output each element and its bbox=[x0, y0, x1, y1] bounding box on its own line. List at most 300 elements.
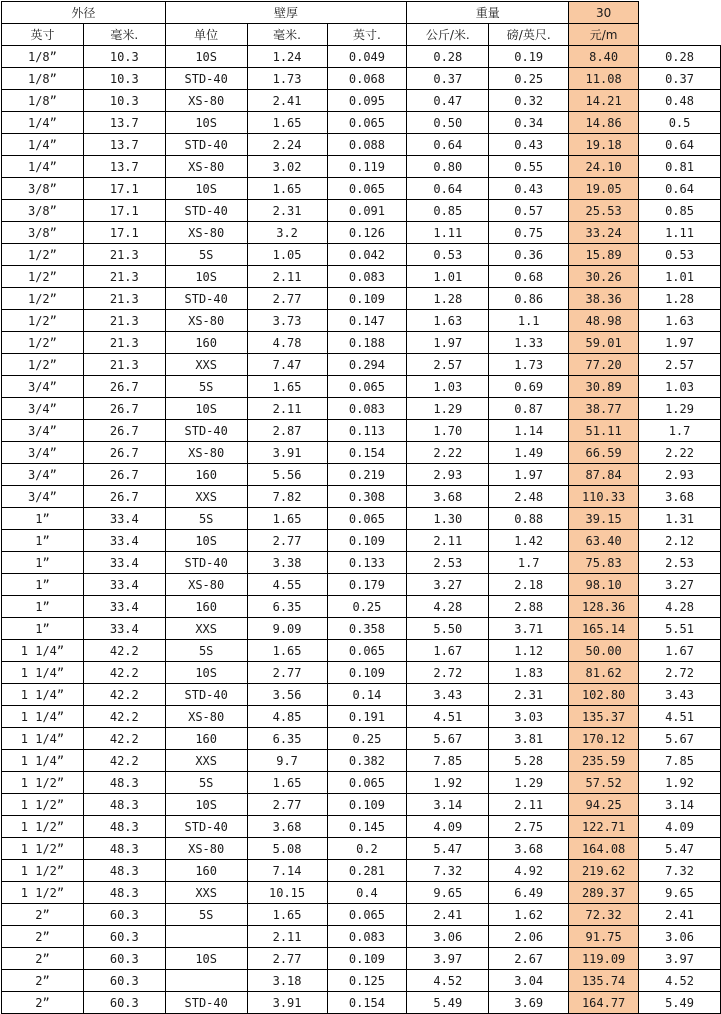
weight-kgm-cell[interactable]: 1.30 bbox=[407, 508, 489, 530]
weight-lbft-cell[interactable]: 0.87 bbox=[489, 398, 569, 420]
wall-mm-cell[interactable]: 7.47 bbox=[247, 354, 327, 376]
extra-value-cell[interactable]: 2.57 bbox=[639, 354, 721, 376]
schedule-cell[interactable]: XS-80 bbox=[165, 156, 247, 178]
weight-lbft-cell[interactable]: 0.88 bbox=[489, 508, 569, 530]
price-cell[interactable]: 59.01 bbox=[569, 332, 639, 354]
price-cell[interactable]: 77.20 bbox=[569, 354, 639, 376]
od-inch-cell[interactable]: 3/4” bbox=[2, 486, 84, 508]
wall-inch-cell[interactable]: 0.382 bbox=[327, 750, 407, 772]
wall-mm-cell[interactable]: 1.65 bbox=[247, 112, 327, 134]
wall-inch-cell[interactable]: 0.109 bbox=[327, 530, 407, 552]
schedule-cell[interactable]: XS-80 bbox=[165, 838, 247, 860]
weight-lbft-cell[interactable]: 2.67 bbox=[489, 948, 569, 970]
od-mm-cell[interactable]: 60.3 bbox=[83, 948, 165, 970]
wall-mm-cell[interactable]: 2.11 bbox=[247, 926, 327, 948]
wall-mm-cell[interactable]: 1.65 bbox=[247, 508, 327, 530]
od-mm-cell[interactable]: 33.4 bbox=[83, 618, 165, 640]
od-inch-cell[interactable]: 3/4” bbox=[2, 442, 84, 464]
wall-inch-cell[interactable]: 0.065 bbox=[327, 376, 407, 398]
extra-value-cell[interactable]: 3.27 bbox=[639, 574, 721, 596]
schedule-cell[interactable]: STD-40 bbox=[165, 992, 247, 1014]
weight-lbft-cell[interactable]: 0.43 bbox=[489, 178, 569, 200]
price-cell[interactable]: 135.74 bbox=[569, 970, 639, 992]
wall-inch-cell[interactable]: 0.119 bbox=[327, 156, 407, 178]
weight-lbft-cell[interactable]: 0.36 bbox=[489, 244, 569, 266]
extra-value-cell[interactable]: 3.43 bbox=[639, 684, 721, 706]
weight-kgm-cell[interactable]: 4.51 bbox=[407, 706, 489, 728]
weight-kgm-cell[interactable]: 0.28 bbox=[407, 46, 489, 68]
extra-value-cell[interactable]: 2.53 bbox=[639, 552, 721, 574]
weight-lbft-cell[interactable]: 5.28 bbox=[489, 750, 569, 772]
schedule-cell[interactable]: 10S bbox=[165, 266, 247, 288]
weight-lbft-cell[interactable]: 1.49 bbox=[489, 442, 569, 464]
wall-inch-cell[interactable]: 0.191 bbox=[327, 706, 407, 728]
schedule-cell[interactable]: XS-80 bbox=[165, 574, 247, 596]
weight-lbft-cell[interactable]: 0.32 bbox=[489, 90, 569, 112]
wall-inch-cell[interactable]: 0.125 bbox=[327, 970, 407, 992]
od-mm-cell[interactable]: 60.3 bbox=[83, 992, 165, 1014]
wall-mm-cell[interactable]: 1.73 bbox=[247, 68, 327, 90]
wall-inch-cell[interactable]: 0.065 bbox=[327, 904, 407, 926]
wall-inch-cell[interactable]: 0.25 bbox=[327, 728, 407, 750]
wall-inch-cell[interactable]: 0.25 bbox=[327, 596, 407, 618]
col-weight-lbft[interactable]: 磅/英尺. bbox=[489, 24, 569, 46]
weight-lbft-cell[interactable]: 0.43 bbox=[489, 134, 569, 156]
price-cell[interactable]: 119.09 bbox=[569, 948, 639, 970]
od-mm-cell[interactable]: 13.7 bbox=[83, 156, 165, 178]
price-cell[interactable]: 81.62 bbox=[569, 662, 639, 684]
weight-kgm-cell[interactable]: 0.85 bbox=[407, 200, 489, 222]
weight-lbft-cell[interactable]: 1.62 bbox=[489, 904, 569, 926]
od-mm-cell[interactable]: 60.3 bbox=[83, 926, 165, 948]
schedule-cell[interactable]: 5S bbox=[165, 640, 247, 662]
od-inch-cell[interactable]: 2” bbox=[2, 904, 84, 926]
wall-inch-cell[interactable]: 0.145 bbox=[327, 816, 407, 838]
extra-value-cell[interactable]: 0.48 bbox=[639, 90, 721, 112]
od-inch-cell[interactable]: 1/2” bbox=[2, 244, 84, 266]
col-wall-inch[interactable]: 英寸. bbox=[327, 24, 407, 46]
wall-mm-cell[interactable]: 3.02 bbox=[247, 156, 327, 178]
weight-lbft-cell[interactable]: 1.83 bbox=[489, 662, 569, 684]
extra-value-cell[interactable]: 2.12 bbox=[639, 530, 721, 552]
weight-kgm-cell[interactable]: 0.53 bbox=[407, 244, 489, 266]
od-mm-cell[interactable]: 42.2 bbox=[83, 662, 165, 684]
weight-kgm-cell[interactable]: 3.27 bbox=[407, 574, 489, 596]
wall-inch-cell[interactable]: 0.065 bbox=[327, 508, 407, 530]
wall-mm-cell[interactable]: 1.65 bbox=[247, 904, 327, 926]
wall-mm-cell[interactable]: 3.91 bbox=[247, 442, 327, 464]
schedule-cell[interactable]: 5S bbox=[165, 904, 247, 926]
schedule-cell[interactable]: 160 bbox=[165, 728, 247, 750]
wall-mm-cell[interactable]: 4.85 bbox=[247, 706, 327, 728]
weight-kgm-cell[interactable]: 0.64 bbox=[407, 134, 489, 156]
od-inch-cell[interactable]: 2” bbox=[2, 948, 84, 970]
extra-value-cell[interactable]: 5.49 bbox=[639, 992, 721, 1014]
col-weight-kgm[interactable]: 公斤/米. bbox=[407, 24, 489, 46]
od-mm-cell[interactable]: 42.2 bbox=[83, 684, 165, 706]
wall-inch-cell[interactable]: 0.113 bbox=[327, 420, 407, 442]
weight-lbft-cell[interactable]: 0.19 bbox=[489, 46, 569, 68]
od-mm-cell[interactable]: 26.7 bbox=[83, 486, 165, 508]
wall-mm-cell[interactable]: 1.24 bbox=[247, 46, 327, 68]
od-mm-cell[interactable]: 21.3 bbox=[83, 288, 165, 310]
weight-lbft-cell[interactable]: 3.69 bbox=[489, 992, 569, 1014]
wall-inch-cell[interactable]: 0.126 bbox=[327, 222, 407, 244]
wall-inch-cell[interactable]: 0.083 bbox=[327, 398, 407, 420]
schedule-cell[interactable]: XS-80 bbox=[165, 90, 247, 112]
weight-kgm-cell[interactable]: 1.97 bbox=[407, 332, 489, 354]
extra-value-cell[interactable]: 1.03 bbox=[639, 376, 721, 398]
od-inch-cell[interactable]: 3/4” bbox=[2, 376, 84, 398]
price-cell[interactable]: 30.89 bbox=[569, 376, 639, 398]
weight-lbft-cell[interactable]: 0.34 bbox=[489, 112, 569, 134]
od-mm-cell[interactable]: 60.3 bbox=[83, 970, 165, 992]
weight-lbft-cell[interactable]: 1.12 bbox=[489, 640, 569, 662]
extra-value-cell[interactable]: 1.67 bbox=[639, 640, 721, 662]
extra-value-cell[interactable]: 7.32 bbox=[639, 860, 721, 882]
price-cell[interactable]: 165.14 bbox=[569, 618, 639, 640]
od-mm-cell[interactable]: 42.2 bbox=[83, 706, 165, 728]
weight-kgm-cell[interactable]: 7.32 bbox=[407, 860, 489, 882]
weight-lbft-cell[interactable]: 0.86 bbox=[489, 288, 569, 310]
schedule-cell[interactable]: XXS bbox=[165, 486, 247, 508]
schedule-cell[interactable]: 10S bbox=[165, 398, 247, 420]
weight-lbft-cell[interactable]: 2.88 bbox=[489, 596, 569, 618]
wall-inch-cell[interactable]: 0.049 bbox=[327, 46, 407, 68]
wall-mm-cell[interactable]: 10.15 bbox=[247, 882, 327, 904]
schedule-cell[interactable]: STD-40 bbox=[165, 134, 247, 156]
wall-inch-cell[interactable]: 0.188 bbox=[327, 332, 407, 354]
schedule-cell[interactable]: 5S bbox=[165, 772, 247, 794]
od-inch-cell[interactable]: 2” bbox=[2, 970, 84, 992]
price-cell[interactable]: 170.12 bbox=[569, 728, 639, 750]
schedule-cell[interactable]: XS-80 bbox=[165, 442, 247, 464]
price-cell[interactable]: 135.37 bbox=[569, 706, 639, 728]
od-mm-cell[interactable]: 48.3 bbox=[83, 816, 165, 838]
wall-inch-cell[interactable]: 0.179 bbox=[327, 574, 407, 596]
od-mm-cell[interactable]: 60.3 bbox=[83, 904, 165, 926]
weight-kgm-cell[interactable]: 5.49 bbox=[407, 992, 489, 1014]
schedule-cell[interactable] bbox=[165, 970, 247, 992]
extra-value-cell[interactable]: 0.5 bbox=[639, 112, 721, 134]
weight-lbft-cell[interactable]: 2.31 bbox=[489, 684, 569, 706]
wall-mm-cell[interactable]: 2.31 bbox=[247, 200, 327, 222]
schedule-cell[interactable]: STD-40 bbox=[165, 420, 247, 442]
wall-inch-cell[interactable]: 0.4 bbox=[327, 882, 407, 904]
od-inch-cell[interactable]: 3/4” bbox=[2, 398, 84, 420]
wall-inch-cell[interactable]: 0.2 bbox=[327, 838, 407, 860]
od-inch-cell[interactable]: 1” bbox=[2, 574, 84, 596]
od-inch-cell[interactable]: 1 1/4” bbox=[2, 706, 84, 728]
weight-kgm-cell[interactable]: 1.11 bbox=[407, 222, 489, 244]
weight-kgm-cell[interactable]: 3.68 bbox=[407, 486, 489, 508]
od-inch-cell[interactable]: 1/4” bbox=[2, 134, 84, 156]
extra-value-cell[interactable]: 7.85 bbox=[639, 750, 721, 772]
weight-lbft-cell[interactable]: 1.14 bbox=[489, 420, 569, 442]
od-mm-cell[interactable]: 48.3 bbox=[83, 860, 165, 882]
wall-mm-cell[interactable]: 2.77 bbox=[247, 662, 327, 684]
wall-mm-cell[interactable]: 6.35 bbox=[247, 728, 327, 750]
od-inch-cell[interactable]: 1 1/4” bbox=[2, 750, 84, 772]
od-mm-cell[interactable]: 26.7 bbox=[83, 464, 165, 486]
weight-lbft-cell[interactable]: 0.69 bbox=[489, 376, 569, 398]
wall-mm-cell[interactable]: 2.77 bbox=[247, 530, 327, 552]
price-cell[interactable]: 50.00 bbox=[569, 640, 639, 662]
extra-value-cell[interactable]: 0.64 bbox=[639, 134, 721, 156]
extra-value-cell[interactable]: 9.65 bbox=[639, 882, 721, 904]
extra-value-cell[interactable]: 4.51 bbox=[639, 706, 721, 728]
wall-mm-cell[interactable]: 2.77 bbox=[247, 948, 327, 970]
od-inch-cell[interactable]: 1/4” bbox=[2, 112, 84, 134]
od-mm-cell[interactable]: 33.4 bbox=[83, 552, 165, 574]
weight-kgm-cell[interactable]: 2.22 bbox=[407, 442, 489, 464]
price-cell[interactable]: 57.52 bbox=[569, 772, 639, 794]
wall-mm-cell[interactable]: 2.11 bbox=[247, 398, 327, 420]
wall-mm-cell[interactable]: 1.65 bbox=[247, 178, 327, 200]
extra-value-cell[interactable]: 0.81 bbox=[639, 156, 721, 178]
extra-value-cell[interactable]: 1.31 bbox=[639, 508, 721, 530]
weight-kgm-cell[interactable]: 1.70 bbox=[407, 420, 489, 442]
extra-value-cell[interactable]: 0.37 bbox=[639, 68, 721, 90]
od-inch-cell[interactable]: 3/8” bbox=[2, 178, 84, 200]
weight-kgm-cell[interactable]: 7.85 bbox=[407, 750, 489, 772]
weight-lbft-cell[interactable]: 1.42 bbox=[489, 530, 569, 552]
wall-mm-cell[interactable]: 2.87 bbox=[247, 420, 327, 442]
price-cell[interactable]: 122.71 bbox=[569, 816, 639, 838]
od-inch-cell[interactable]: 3/8” bbox=[2, 222, 84, 244]
header-price-factor[interactable]: 30 bbox=[569, 2, 639, 24]
extra-value-cell[interactable]: 1.7 bbox=[639, 420, 721, 442]
extra-value-cell[interactable]: 4.28 bbox=[639, 596, 721, 618]
price-cell[interactable]: 15.89 bbox=[569, 244, 639, 266]
od-mm-cell[interactable]: 48.3 bbox=[83, 794, 165, 816]
wall-mm-cell[interactable]: 3.73 bbox=[247, 310, 327, 332]
od-inch-cell[interactable]: 1/8” bbox=[2, 68, 84, 90]
od-inch-cell[interactable]: 1 1/2” bbox=[2, 794, 84, 816]
header-wall-thickness[interactable]: 壁厚 bbox=[165, 2, 407, 24]
weight-kgm-cell[interactable]: 3.43 bbox=[407, 684, 489, 706]
weight-lbft-cell[interactable]: 4.92 bbox=[489, 860, 569, 882]
od-mm-cell[interactable]: 21.3 bbox=[83, 310, 165, 332]
weight-lbft-cell[interactable]: 3.71 bbox=[489, 618, 569, 640]
price-cell[interactable]: 94.25 bbox=[569, 794, 639, 816]
weight-kgm-cell[interactable]: 0.80 bbox=[407, 156, 489, 178]
wall-inch-cell[interactable]: 0.109 bbox=[327, 794, 407, 816]
schedule-cell[interactable]: STD-40 bbox=[165, 200, 247, 222]
extra-value-cell[interactable]: 4.09 bbox=[639, 816, 721, 838]
wall-mm-cell[interactable]: 1.65 bbox=[247, 640, 327, 662]
price-cell[interactable]: 33.24 bbox=[569, 222, 639, 244]
od-mm-cell[interactable]: 13.7 bbox=[83, 134, 165, 156]
wall-mm-cell[interactable]: 4.55 bbox=[247, 574, 327, 596]
schedule-cell[interactable]: XXS bbox=[165, 750, 247, 772]
wall-inch-cell[interactable]: 0.219 bbox=[327, 464, 407, 486]
price-cell[interactable]: 235.59 bbox=[569, 750, 639, 772]
extra-value-cell[interactable]: 0.85 bbox=[639, 200, 721, 222]
weight-kgm-cell[interactable]: 3.14 bbox=[407, 794, 489, 816]
weight-kgm-cell[interactable]: 2.72 bbox=[407, 662, 489, 684]
extra-value-cell[interactable]: 5.67 bbox=[639, 728, 721, 750]
weight-lbft-cell[interactable]: 3.81 bbox=[489, 728, 569, 750]
od-inch-cell[interactable]: 1/2” bbox=[2, 354, 84, 376]
col-schedule[interactable]: 单位 bbox=[165, 24, 247, 46]
weight-lbft-cell[interactable]: 2.75 bbox=[489, 816, 569, 838]
weight-lbft-cell[interactable]: 2.48 bbox=[489, 486, 569, 508]
schedule-cell[interactable]: XS-80 bbox=[165, 310, 247, 332]
wall-inch-cell[interactable]: 0.068 bbox=[327, 68, 407, 90]
col-price-per-m[interactable]: 元/m bbox=[569, 24, 639, 46]
price-cell[interactable]: 128.36 bbox=[569, 596, 639, 618]
weight-lbft-cell[interactable]: 1.97 bbox=[489, 464, 569, 486]
wall-mm-cell[interactable]: 5.56 bbox=[247, 464, 327, 486]
wall-mm-cell[interactable]: 3.2 bbox=[247, 222, 327, 244]
od-inch-cell[interactable]: 1/2” bbox=[2, 288, 84, 310]
price-cell[interactable]: 219.62 bbox=[569, 860, 639, 882]
weight-kgm-cell[interactable]: 1.03 bbox=[407, 376, 489, 398]
weight-kgm-cell[interactable]: 2.57 bbox=[407, 354, 489, 376]
od-inch-cell[interactable]: 1 1/2” bbox=[2, 838, 84, 860]
od-mm-cell[interactable]: 42.2 bbox=[83, 750, 165, 772]
weight-kgm-cell[interactable]: 4.09 bbox=[407, 816, 489, 838]
weight-kgm-cell[interactable]: 0.64 bbox=[407, 178, 489, 200]
weight-kgm-cell[interactable]: 5.47 bbox=[407, 838, 489, 860]
od-mm-cell[interactable]: 10.3 bbox=[83, 90, 165, 112]
wall-mm-cell[interactable]: 7.82 bbox=[247, 486, 327, 508]
od-inch-cell[interactable]: 3/8” bbox=[2, 200, 84, 222]
od-inch-cell[interactable]: 3/4” bbox=[2, 420, 84, 442]
weight-kgm-cell[interactable]: 2.11 bbox=[407, 530, 489, 552]
od-mm-cell[interactable]: 26.7 bbox=[83, 420, 165, 442]
price-cell[interactable]: 8.40 bbox=[569, 46, 639, 68]
price-cell[interactable]: 25.53 bbox=[569, 200, 639, 222]
wall-inch-cell[interactable]: 0.133 bbox=[327, 552, 407, 574]
extra-value-cell[interactable]: 1.92 bbox=[639, 772, 721, 794]
extra-value-cell[interactable]: 3.97 bbox=[639, 948, 721, 970]
weight-lbft-cell[interactable]: 0.68 bbox=[489, 266, 569, 288]
od-inch-cell[interactable]: 1/4” bbox=[2, 156, 84, 178]
weight-kgm-cell[interactable]: 1.63 bbox=[407, 310, 489, 332]
schedule-cell[interactable]: XS-80 bbox=[165, 222, 247, 244]
price-cell[interactable]: 30.26 bbox=[569, 266, 639, 288]
wall-mm-cell[interactable]: 5.08 bbox=[247, 838, 327, 860]
weight-lbft-cell[interactable]: 3.04 bbox=[489, 970, 569, 992]
extra-value-cell[interactable]: 1.28 bbox=[639, 288, 721, 310]
price-cell[interactable]: 24.10 bbox=[569, 156, 639, 178]
wall-inch-cell[interactable]: 0.091 bbox=[327, 200, 407, 222]
extra-value-cell[interactable]: 2.72 bbox=[639, 662, 721, 684]
schedule-cell[interactable]: 160 bbox=[165, 860, 247, 882]
od-mm-cell[interactable]: 42.2 bbox=[83, 728, 165, 750]
wall-inch-cell[interactable]: 0.042 bbox=[327, 244, 407, 266]
wall-mm-cell[interactable]: 2.11 bbox=[247, 266, 327, 288]
extra-value-cell[interactable]: 2.22 bbox=[639, 442, 721, 464]
od-mm-cell[interactable]: 17.1 bbox=[83, 178, 165, 200]
weight-lbft-cell[interactable]: 0.25 bbox=[489, 68, 569, 90]
wall-inch-cell[interactable]: 0.065 bbox=[327, 112, 407, 134]
weight-kgm-cell[interactable]: 1.29 bbox=[407, 398, 489, 420]
wall-inch-cell[interactable]: 0.154 bbox=[327, 992, 407, 1014]
schedule-cell[interactable]: 10S bbox=[165, 46, 247, 68]
schedule-cell[interactable]: STD-40 bbox=[165, 816, 247, 838]
od-mm-cell[interactable]: 10.3 bbox=[83, 46, 165, 68]
schedule-cell[interactable]: 5S bbox=[165, 376, 247, 398]
price-cell[interactable]: 98.10 bbox=[569, 574, 639, 596]
wall-mm-cell[interactable]: 2.24 bbox=[247, 134, 327, 156]
od-inch-cell[interactable]: 1 1/2” bbox=[2, 772, 84, 794]
od-inch-cell[interactable]: 2” bbox=[2, 926, 84, 948]
wall-mm-cell[interactable]: 2.41 bbox=[247, 90, 327, 112]
od-mm-cell[interactable]: 26.7 bbox=[83, 398, 165, 420]
od-inch-cell[interactable]: 1” bbox=[2, 596, 84, 618]
wall-inch-cell[interactable]: 0.154 bbox=[327, 442, 407, 464]
extra-value-cell[interactable]: 3.14 bbox=[639, 794, 721, 816]
weight-lbft-cell[interactable]: 1.1 bbox=[489, 310, 569, 332]
price-cell[interactable]: 91.75 bbox=[569, 926, 639, 948]
wall-inch-cell[interactable]: 0.083 bbox=[327, 266, 407, 288]
schedule-cell[interactable]: XXS bbox=[165, 882, 247, 904]
wall-mm-cell[interactable]: 2.77 bbox=[247, 794, 327, 816]
od-mm-cell[interactable]: 48.3 bbox=[83, 882, 165, 904]
od-mm-cell[interactable]: 21.3 bbox=[83, 244, 165, 266]
od-inch-cell[interactable]: 1 1/4” bbox=[2, 640, 84, 662]
wall-inch-cell[interactable]: 0.294 bbox=[327, 354, 407, 376]
price-cell[interactable]: 87.84 bbox=[569, 464, 639, 486]
extra-value-cell[interactable]: 3.68 bbox=[639, 486, 721, 508]
weight-lbft-cell[interactable]: 0.57 bbox=[489, 200, 569, 222]
weight-lbft-cell[interactable]: 2.06 bbox=[489, 926, 569, 948]
wall-inch-cell[interactable]: 0.065 bbox=[327, 772, 407, 794]
extra-value-cell[interactable]: 1.63 bbox=[639, 310, 721, 332]
od-inch-cell[interactable]: 1” bbox=[2, 508, 84, 530]
od-inch-cell[interactable]: 1/8” bbox=[2, 90, 84, 112]
od-inch-cell[interactable]: 1 1/4” bbox=[2, 662, 84, 684]
od-inch-cell[interactable]: 1 1/2” bbox=[2, 816, 84, 838]
weight-lbft-cell[interactable]: 1.33 bbox=[489, 332, 569, 354]
extra-value-cell[interactable]: 1.01 bbox=[639, 266, 721, 288]
extra-value-cell[interactable]: 4.52 bbox=[639, 970, 721, 992]
price-cell[interactable]: 48.98 bbox=[569, 310, 639, 332]
od-mm-cell[interactable]: 17.1 bbox=[83, 222, 165, 244]
od-inch-cell[interactable]: 1/2” bbox=[2, 332, 84, 354]
weight-kgm-cell[interactable]: 9.65 bbox=[407, 882, 489, 904]
od-inch-cell[interactable]: 1 1/4” bbox=[2, 684, 84, 706]
weight-kgm-cell[interactable]: 2.93 bbox=[407, 464, 489, 486]
price-cell[interactable]: 11.08 bbox=[569, 68, 639, 90]
schedule-cell[interactable]: 10S bbox=[165, 112, 247, 134]
od-inch-cell[interactable]: 2” bbox=[2, 992, 84, 1014]
schedule-cell[interactable]: STD-40 bbox=[165, 552, 247, 574]
wall-inch-cell[interactable]: 0.308 bbox=[327, 486, 407, 508]
od-mm-cell[interactable]: 21.3 bbox=[83, 266, 165, 288]
weight-lbft-cell[interactable]: 2.11 bbox=[489, 794, 569, 816]
header-od[interactable]: 外径 bbox=[2, 2, 166, 24]
od-mm-cell[interactable]: 21.3 bbox=[83, 332, 165, 354]
wall-inch-cell[interactable]: 0.109 bbox=[327, 662, 407, 684]
schedule-cell[interactable]: XXS bbox=[165, 354, 247, 376]
schedule-cell[interactable]: 5S bbox=[165, 244, 247, 266]
wall-inch-cell[interactable]: 0.14 bbox=[327, 684, 407, 706]
price-cell[interactable]: 164.77 bbox=[569, 992, 639, 1014]
weight-lbft-cell[interactable]: 2.18 bbox=[489, 574, 569, 596]
wall-inch-cell[interactable]: 0.281 bbox=[327, 860, 407, 882]
wall-mm-cell[interactable]: 3.68 bbox=[247, 816, 327, 838]
price-cell[interactable]: 14.86 bbox=[569, 112, 639, 134]
header-weight[interactable]: 重量 bbox=[407, 2, 569, 24]
schedule-cell[interactable]: 10S bbox=[165, 662, 247, 684]
wall-mm-cell[interactable]: 2.77 bbox=[247, 288, 327, 310]
schedule-cell[interactable]: STD-40 bbox=[165, 68, 247, 90]
od-inch-cell[interactable]: 1/2” bbox=[2, 310, 84, 332]
